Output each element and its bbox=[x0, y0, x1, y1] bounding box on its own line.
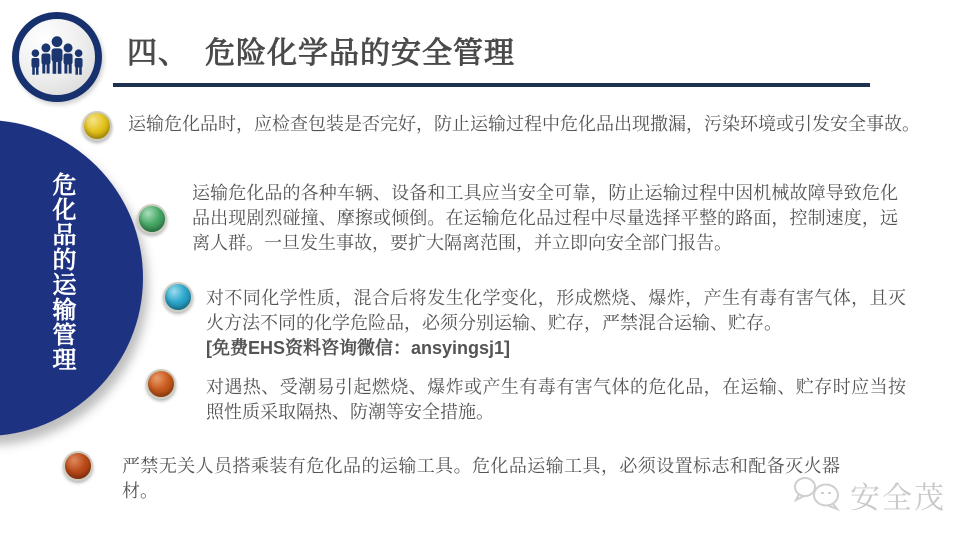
bullet-text-3-note: [免费EHS资料咨询微信：ansyingsj1] bbox=[206, 338, 511, 358]
bullet-marker-green bbox=[137, 204, 167, 234]
page-title-number: 四、 bbox=[127, 37, 189, 70]
bullet-marker-red bbox=[63, 451, 93, 481]
title-underline bbox=[113, 83, 870, 87]
bullet-marker-blue bbox=[163, 282, 193, 312]
sidebar-vertical-title: 危化品的运输管理 bbox=[48, 172, 75, 372]
chat-bubbles-icon bbox=[790, 472, 846, 517]
bullet-marker-yellow bbox=[82, 111, 112, 141]
watermark bbox=[790, 472, 946, 517]
page-title bbox=[127, 32, 515, 76]
bullet-text-3 bbox=[206, 286, 906, 361]
bullet-text-2: 运输危化品的各种车辆、设备和工具应当安全可靠，防止运输过程中因机械故障导致危化品出现剧烈碰撞、摩擦或倾倒。在运输危化品过程中尽量选择平整的路面，控制速度，远离人群。一旦发生事故，要扩大隔离范围，并立即向安全部门报告。 bbox=[192, 183, 898, 253]
bullet-text-3-body: 对不同化学性质，混合后将发生化学变化，形成燃烧、爆炸，产生有毒有害气体，且灭火方法不同的化学危险品，必须分别运输、贮存，严禁混合运输、贮存。 bbox=[206, 288, 906, 333]
bullet-marker-orange bbox=[146, 369, 176, 399]
watermark-text: 安全茂 bbox=[850, 481, 946, 515]
people-group-icon bbox=[12, 12, 102, 102]
page-title-text: 危险化学品的安全管理 bbox=[205, 37, 515, 70]
bullet-text-5: 严禁无关人员搭乘装有危化品的运输工具。危化品运输工具，必须设置标志和配备灭火器材。 bbox=[122, 456, 840, 501]
bullet-text-1: 运输危化品时，应检查包装是否完好，防止运输过程中危化品出现撒漏，污染环境或引发安全事故。 bbox=[128, 114, 920, 134]
bullet-text-4: 对遇热、受潮易引起燃烧、爆炸或产生有毒有害气体的危化品，在运输、贮存时应当按照性质采取隔热、防潮等安全措施。 bbox=[206, 377, 906, 422]
